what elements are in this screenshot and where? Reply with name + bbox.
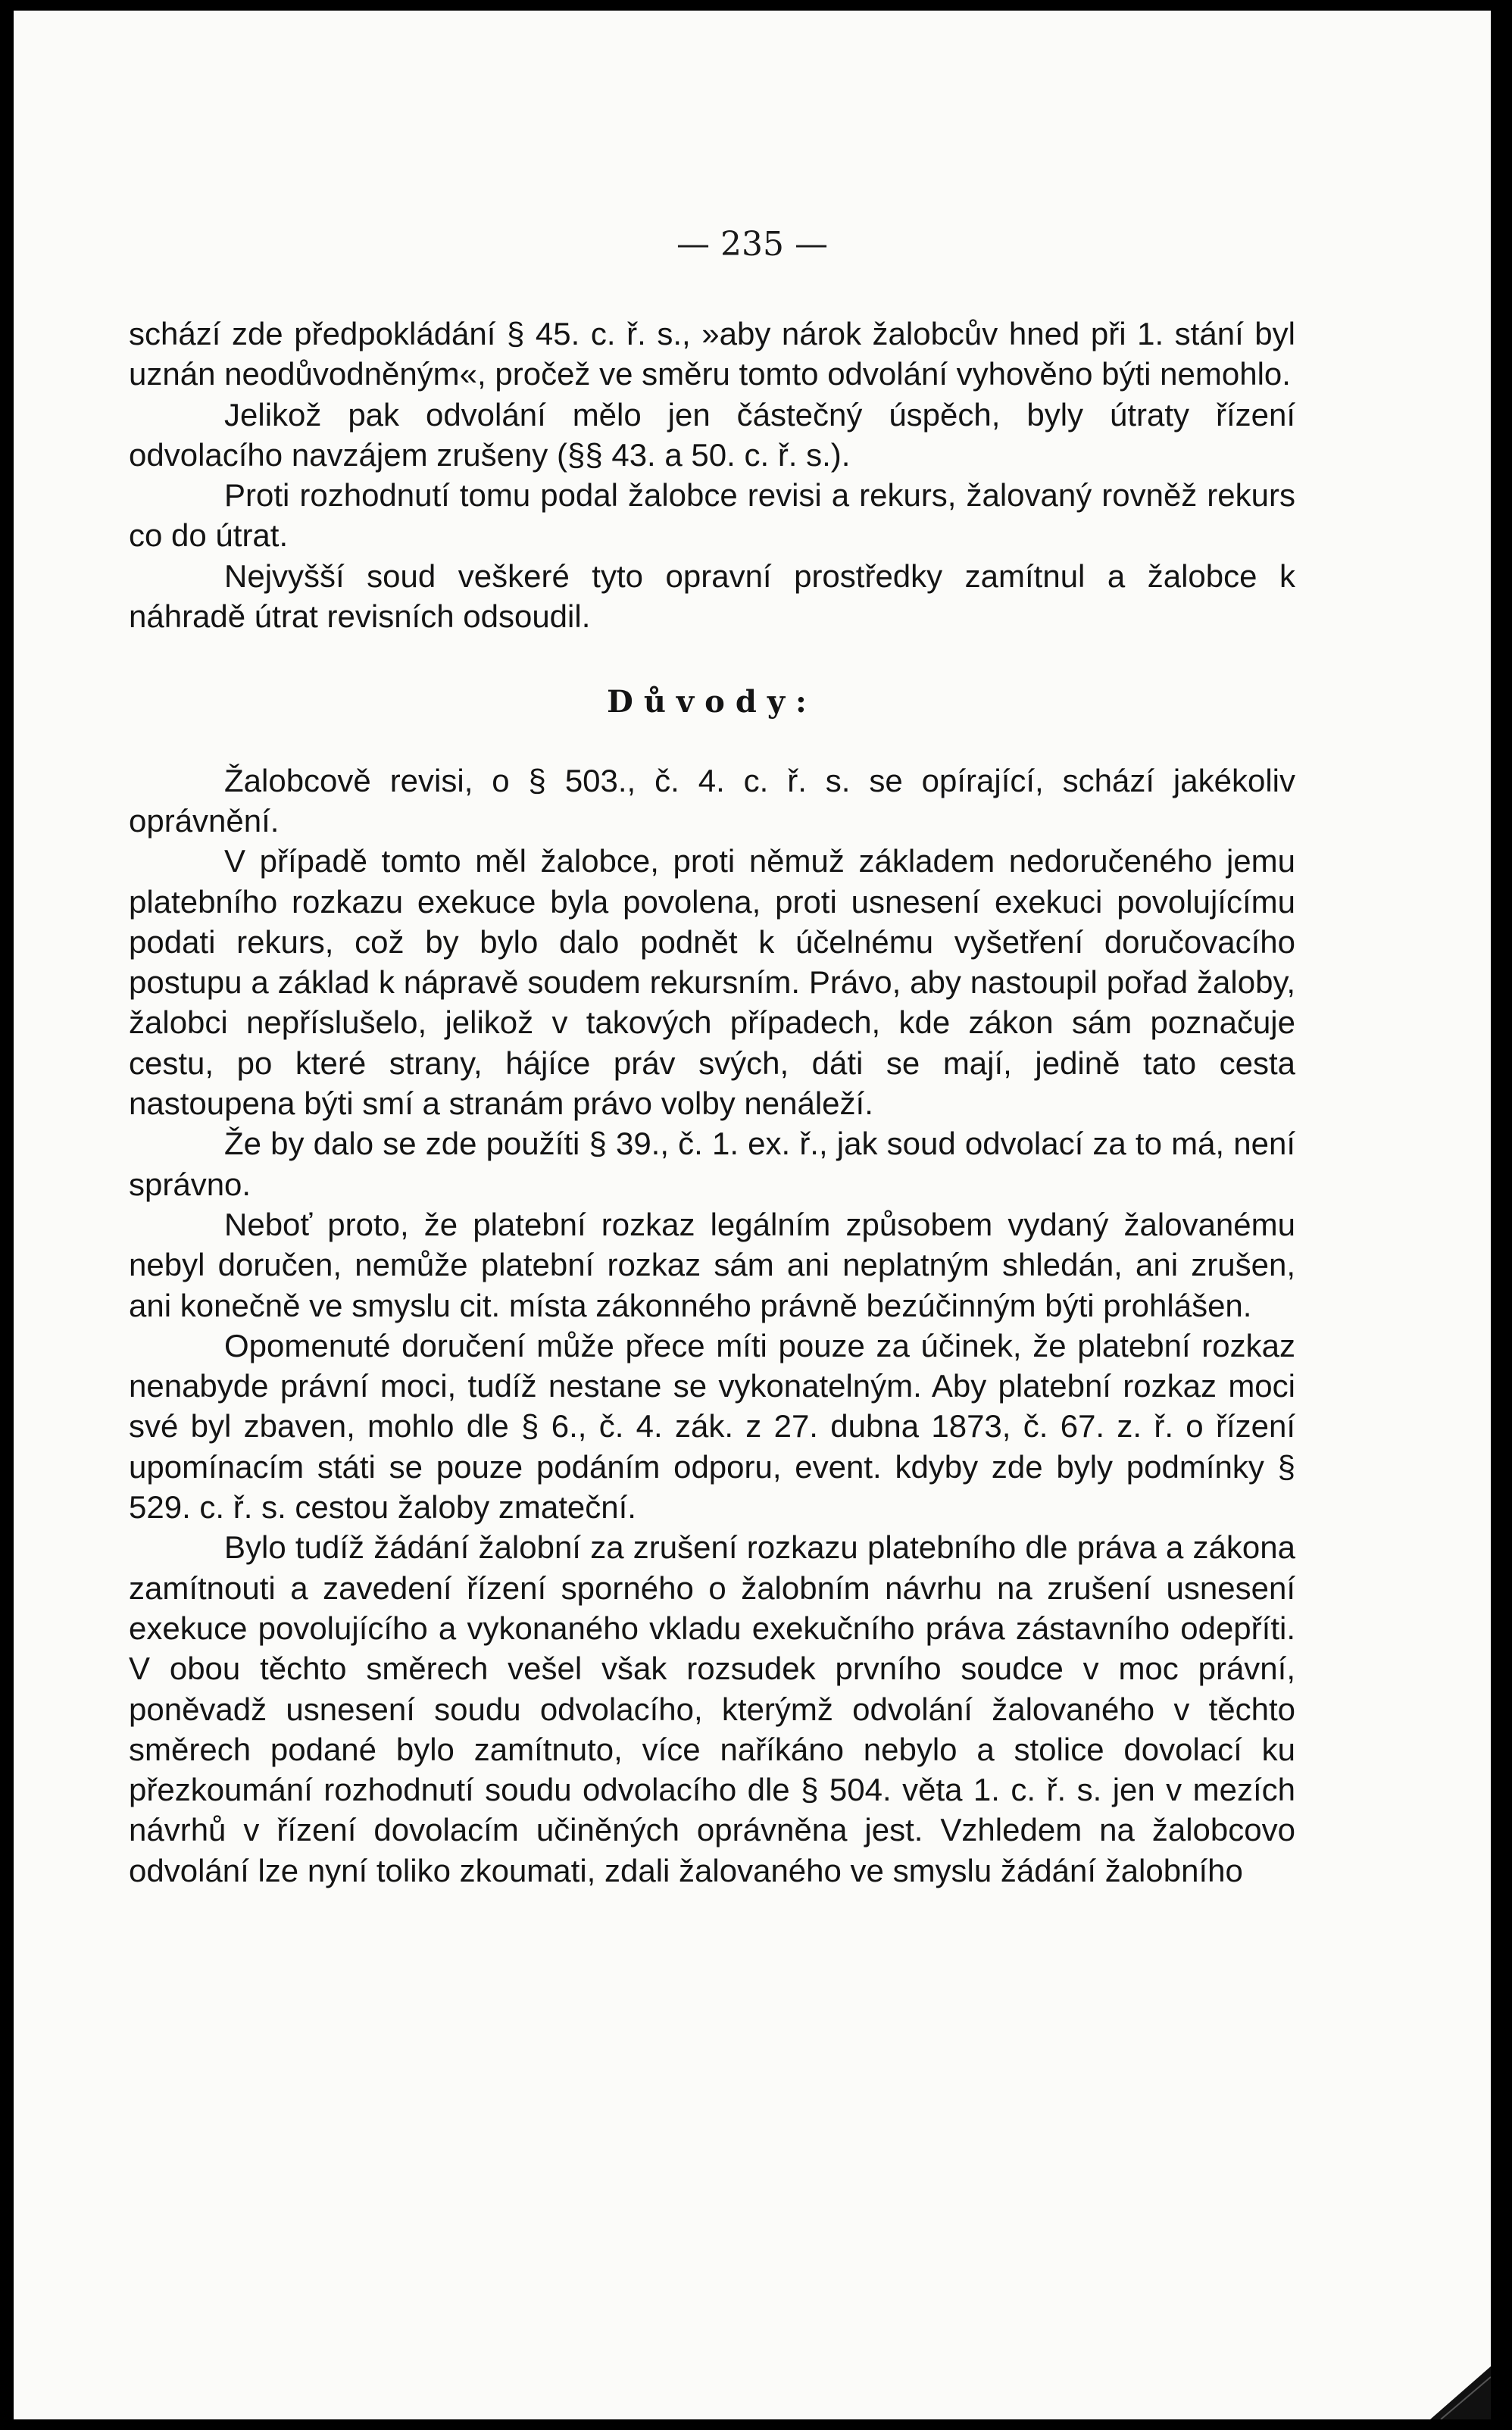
paragraph-3: Proti rozhodnutí tomu podal žalobce revisi a rekurs, žalovaný rovněž rekurs co do útrat.: [129, 477, 1295, 554]
paragraph-2: Jelikož pak odvolání mělo jen částečný úspěch, byly útraty řízení odvolacího navzájem zrušeny (§§ 43. a 50. c. ř. s.).: [129, 396, 1295, 473]
section-heading: Důvody:: [607, 684, 817, 720]
paragraph-6: V případě tomto měl žalobce, proti němuž základem nedoručeného jemu platebního rozkazu exekuce byla povolena, proti usnesení exekuci povolujícímu podati rekurs, což by bylo dalo podnět k účelnému vyšetření doručovacího postupu a základ k nápravě soudem rekursním. Právo, aby nastoupil pořad žaloby, žalobci nepříslušelo, jelikož v takových případech, kde zákon sám poznačuje cestu, po které strany, hájíce práv svých, dáti se mají, jedině tato cesta nastoupena býti smí a stranám právo volby nenáleží.: [129, 843, 1295, 1122]
paragraph-7: Že by dalo se zde použíti § 39., č. 1. ex. ř., jak soud odvolací za to má, není správno.: [129, 1126, 1295, 1202]
paragraph-10: Bylo tudíž žádání žalobní za zrušení rozkazu platebního dle práva a zákona zamítnouti a zavedení řízení sporného o žalobním návrhu na zrušení usnesení exekuce povolujícího a vykonaného vkladu exekučního práva zástavního odepříti. V obou těchto směrech vešel však rozsudek prvního soudce v moc právní, poněvadž usnesení soudu odvolacího, kterýmž odvolání žalovaného v těchto směrech podané bylo zamítnuto, více naříkáno nebylo a stolice dovolací ku přezkoumání rozhodnutí soudu odvolacího dle § 504. věta 1. c. ř. s. jen v mezích návrhů v řízení dovolacím učiněných oprávněna jest. Vzhledem na žalobcovo odvolání lze nyní toliko zkoumati, zdali žalovaného ve smyslu žádání žalobního: [129, 1529, 1295, 1888]
paragraph-4: Nejvyšší soud veškeré tyto opravní prostředky zamítnul a žalobce k náhradě útrat revisních odsoudil.: [129, 558, 1295, 635]
paragraph-8: Neboť proto, že platební rozkaz legálním způsobem vydaný žalovanému nebyl doručen, nemůže platební rozkaz sám ani neplatným shledán, ani zrušen, ani konečně ve smyslu cit. místa zákonného právně bezúčinným býti prohlášen.: [129, 1206, 1295, 1323]
page-number: — 235 —: [676, 225, 828, 264]
scanned-page: [14, 11, 1491, 2419]
paragraph-5: Žalobcově revisi, o § 503., č. 4. c. ř. s. se opírající, schází jakékoliv oprávnění.: [129, 762, 1295, 839]
body-text: [129, 314, 1295, 1891]
page-corner-mark: [1430, 2351, 1491, 2419]
paragraph-9: Opomenuté doručení může přece míti pouze za účinek, že platební rozkaz nenabyde právní moci, tudíž nestane se vykonatelným. Aby platební rozkaz moci své byl zbaven, mohlo dle § 6., č. 4. zák. z 27. dubna 1873, č. 67. z. ř. o řízení upomínacím státi se pouze podáním odporu, event. kdyby zde byly podmínky § 529. c. ř. s. cestou žaloby zmateční.: [129, 1327, 1295, 1526]
paragraph-1: schází zde předpokládání § 45. c. ř. s., »aby nárok žalobcův hned při 1. stání byl uznán neodůvodněným«, pročež ve směru tomto odvolání vyhověno býti nemohlo.: [129, 316, 1295, 392]
